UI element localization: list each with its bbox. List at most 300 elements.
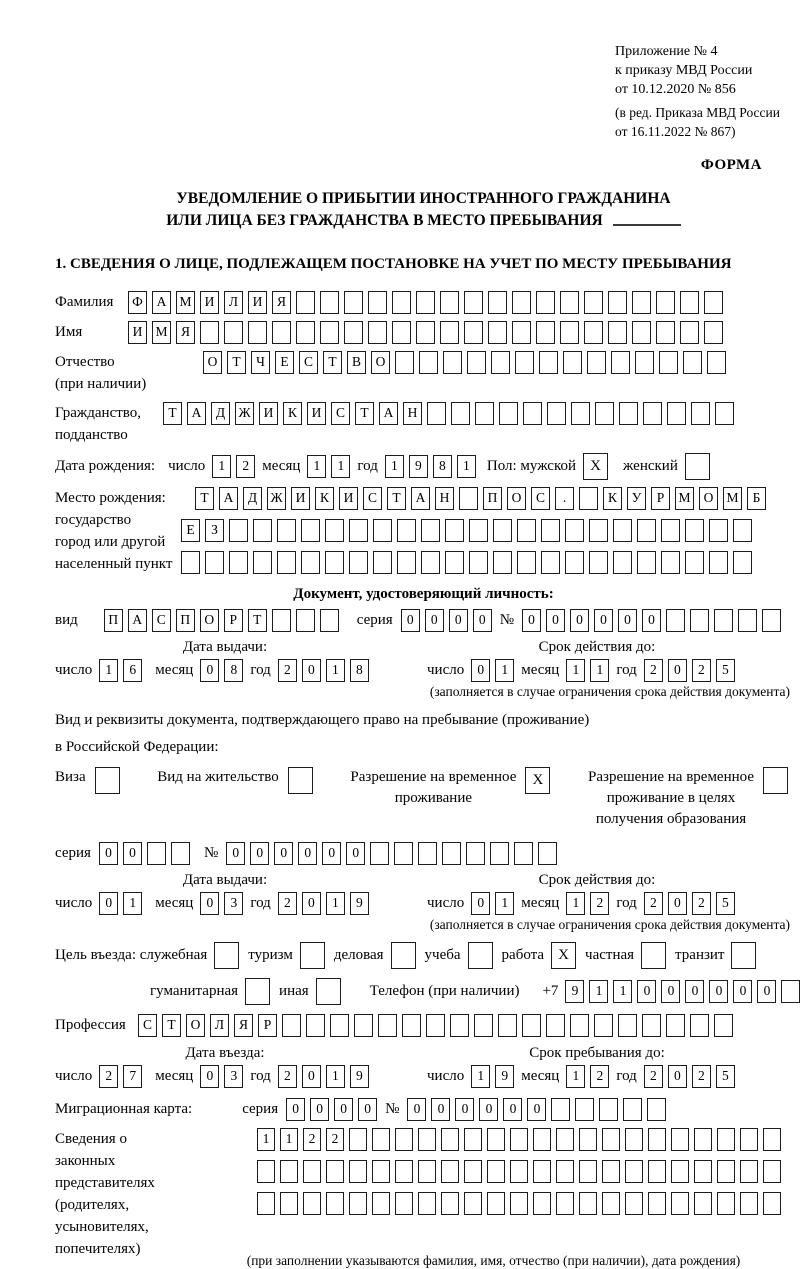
char-box[interactable]: Я (272, 291, 291, 314)
char-box[interactable] (704, 291, 723, 314)
char-box[interactable]: Т (195, 487, 214, 510)
char-box[interactable]: 2 (99, 1065, 118, 1088)
char-box[interactable]: П (104, 609, 123, 632)
char-box[interactable] (547, 402, 566, 425)
char-box[interactable] (491, 351, 510, 374)
char-box[interactable]: 1 (307, 455, 326, 478)
char-box[interactable] (584, 321, 603, 344)
char-box[interactable] (445, 551, 464, 574)
char-box[interactable]: Ф (128, 291, 147, 314)
char-box[interactable]: 2 (692, 1065, 711, 1088)
char-box[interactable]: 2 (236, 455, 255, 478)
char-box[interactable] (560, 321, 579, 344)
char-box[interactable]: 8 (433, 455, 452, 478)
char-box[interactable] (490, 842, 509, 865)
char-box[interactable]: И (307, 402, 326, 425)
char-box[interactable] (685, 551, 704, 574)
char-box[interactable] (181, 551, 200, 574)
char-box[interactable]: А (219, 487, 238, 510)
char-box[interactable] (563, 351, 582, 374)
char-box[interactable] (584, 291, 603, 314)
char-box[interactable] (661, 551, 680, 574)
char-box[interactable] (426, 1014, 445, 1037)
visa-checkbox[interactable] (95, 767, 120, 794)
char-box[interactable] (257, 1192, 275, 1215)
char-box[interactable]: 3 (224, 892, 243, 915)
char-box[interactable]: 1 (326, 659, 345, 682)
char-box[interactable] (611, 351, 630, 374)
char-box[interactable]: 1 (471, 1065, 490, 1088)
char-box[interactable]: 9 (565, 980, 584, 1003)
char-box[interactable]: И (200, 291, 219, 314)
char-box[interactable]: 0 (527, 1098, 546, 1121)
char-box[interactable]: 0 (661, 980, 680, 1003)
char-box[interactable]: О (200, 609, 219, 632)
char-box[interactable] (694, 1160, 712, 1183)
char-box[interactable] (498, 1014, 517, 1037)
char-box[interactable] (781, 980, 800, 1003)
char-box[interactable] (683, 351, 702, 374)
char-box[interactable] (469, 519, 488, 542)
char-box[interactable]: К (283, 402, 302, 425)
char-box[interactable] (602, 1128, 620, 1151)
char-box[interactable] (395, 351, 414, 374)
char-box[interactable] (707, 351, 726, 374)
char-box[interactable]: 8 (224, 659, 243, 682)
char-box[interactable] (370, 842, 389, 865)
char-box[interactable]: 2 (644, 892, 663, 915)
char-box[interactable]: 0 (455, 1098, 474, 1121)
char-box[interactable]: 0 (250, 842, 269, 865)
char-box[interactable]: Т (248, 609, 267, 632)
char-box[interactable] (464, 321, 483, 344)
char-box[interactable]: Л (210, 1014, 229, 1037)
char-box[interactable]: Т (163, 402, 182, 425)
char-box[interactable] (349, 519, 368, 542)
char-box[interactable] (442, 842, 461, 865)
char-box[interactable] (464, 1192, 482, 1215)
char-box[interactable] (475, 402, 494, 425)
purpose-official-checkbox[interactable] (214, 942, 239, 969)
char-box[interactable] (512, 291, 531, 314)
char-box[interactable]: 2 (590, 892, 609, 915)
char-box[interactable] (709, 519, 728, 542)
char-box[interactable]: Н (403, 402, 422, 425)
char-box[interactable]: 0 (522, 609, 541, 632)
char-box[interactable] (326, 1192, 344, 1215)
char-box[interactable] (440, 321, 459, 344)
char-box[interactable] (349, 1192, 367, 1215)
char-box[interactable]: 2 (278, 892, 297, 915)
char-box[interactable] (280, 1192, 298, 1215)
char-box[interactable]: М (152, 321, 171, 344)
char-box[interactable]: Д (243, 487, 262, 510)
char-box[interactable]: 1 (326, 892, 345, 915)
char-box[interactable] (368, 321, 387, 344)
char-box[interactable] (469, 551, 488, 574)
purpose-humanitarian-checkbox[interactable] (245, 978, 270, 1005)
char-box[interactable]: 1 (457, 455, 476, 478)
char-box[interactable]: 0 (200, 659, 219, 682)
char-box[interactable] (488, 321, 507, 344)
char-box[interactable] (464, 1128, 482, 1151)
char-box[interactable]: 1 (590, 659, 609, 682)
char-box[interactable] (648, 1128, 666, 1151)
char-box[interactable]: П (483, 487, 502, 510)
char-box[interactable]: Ж (235, 402, 254, 425)
char-box[interactable] (637, 551, 656, 574)
char-box[interactable] (623, 1098, 642, 1121)
char-box[interactable] (147, 842, 166, 865)
char-box[interactable]: 1 (212, 455, 231, 478)
char-box[interactable] (445, 519, 464, 542)
char-box[interactable] (512, 321, 531, 344)
purpose-study-checkbox[interactable] (468, 942, 493, 969)
char-box[interactable]: Н (435, 487, 454, 510)
char-box[interactable]: А (379, 402, 398, 425)
char-box[interactable] (349, 551, 368, 574)
char-box[interactable] (533, 1128, 551, 1151)
char-box[interactable]: 0 (401, 609, 420, 632)
char-box[interactable] (656, 321, 675, 344)
char-box[interactable] (320, 291, 339, 314)
char-box[interactable]: В (347, 351, 366, 374)
purpose-transit-checkbox[interactable] (731, 942, 756, 969)
char-box[interactable]: 2 (303, 1128, 321, 1151)
char-box[interactable]: 0 (358, 1098, 377, 1121)
char-box[interactable]: 0 (668, 1065, 687, 1088)
char-box[interactable] (625, 1192, 643, 1215)
char-box[interactable]: С (138, 1014, 157, 1037)
char-box[interactable]: Т (323, 351, 342, 374)
char-box[interactable] (459, 487, 478, 510)
char-box[interactable] (418, 1160, 436, 1183)
char-box[interactable]: 0 (479, 1098, 498, 1121)
char-box[interactable] (733, 519, 752, 542)
char-box[interactable]: 1 (257, 1128, 275, 1151)
sex-female-checkbox[interactable] (685, 453, 710, 480)
char-box[interactable] (416, 321, 435, 344)
char-box[interactable] (565, 551, 584, 574)
char-box[interactable] (571, 402, 590, 425)
char-box[interactable] (680, 321, 699, 344)
char-box[interactable] (546, 1014, 565, 1037)
char-box[interactable]: 1 (385, 455, 404, 478)
char-box[interactable]: 7 (123, 1065, 142, 1088)
char-box[interactable] (763, 1128, 781, 1151)
char-box[interactable] (671, 1192, 689, 1215)
char-box[interactable]: С (299, 351, 318, 374)
char-box[interactable] (762, 609, 781, 632)
char-box[interactable] (717, 1128, 735, 1151)
char-box[interactable]: О (699, 487, 718, 510)
char-box[interactable]: 0 (709, 980, 728, 1003)
char-box[interactable] (493, 519, 512, 542)
char-box[interactable]: 1 (123, 892, 142, 915)
char-box[interactable]: Р (651, 487, 670, 510)
char-box[interactable] (625, 1160, 643, 1183)
char-box[interactable] (541, 551, 560, 574)
char-box[interactable] (427, 402, 446, 425)
char-box[interactable]: 0 (123, 842, 142, 865)
char-box[interactable]: 2 (644, 659, 663, 682)
char-box[interactable] (556, 1192, 574, 1215)
char-box[interactable]: 1 (331, 455, 350, 478)
char-box[interactable]: А (411, 487, 430, 510)
char-box[interactable]: 1 (495, 892, 514, 915)
char-box[interactable] (656, 291, 675, 314)
char-box[interactable]: 5 (716, 659, 735, 682)
char-box[interactable] (599, 1098, 618, 1121)
char-box[interactable] (395, 1128, 413, 1151)
char-box[interactable] (714, 609, 733, 632)
char-box[interactable] (551, 1098, 570, 1121)
char-box[interactable]: 0 (407, 1098, 426, 1121)
temp-residence-checkbox[interactable]: X (525, 767, 550, 794)
char-box[interactable] (691, 402, 710, 425)
char-box[interactable]: 8 (350, 659, 369, 682)
char-box[interactable] (344, 321, 363, 344)
char-box[interactable]: 3 (224, 1065, 243, 1088)
char-box[interactable]: А (152, 291, 171, 314)
char-box[interactable] (488, 291, 507, 314)
char-box[interactable]: 1 (566, 1065, 585, 1088)
char-box[interactable]: С (331, 402, 350, 425)
char-box[interactable] (372, 1160, 390, 1183)
char-box[interactable] (510, 1192, 528, 1215)
char-box[interactable]: Т (162, 1014, 181, 1037)
char-box[interactable] (372, 1128, 390, 1151)
char-box[interactable]: Л (224, 291, 243, 314)
char-box[interactable] (648, 1192, 666, 1215)
char-box[interactable] (296, 321, 315, 344)
char-box[interactable] (740, 1128, 758, 1151)
char-box[interactable]: Р (258, 1014, 277, 1037)
char-box[interactable] (372, 1192, 390, 1215)
purpose-tourism-checkbox[interactable] (300, 942, 325, 969)
char-box[interactable]: 9 (350, 892, 369, 915)
char-box[interactable]: 0 (226, 842, 245, 865)
char-box[interactable] (395, 1192, 413, 1215)
char-box[interactable] (517, 551, 536, 574)
char-box[interactable] (392, 321, 411, 344)
char-box[interactable]: 0 (99, 892, 118, 915)
char-box[interactable] (330, 1014, 349, 1037)
char-box[interactable] (717, 1192, 735, 1215)
char-box[interactable] (613, 551, 632, 574)
char-box[interactable] (344, 291, 363, 314)
char-box[interactable]: И (259, 402, 278, 425)
char-box[interactable] (613, 519, 632, 542)
char-box[interactable]: О (371, 351, 390, 374)
char-box[interactable] (325, 519, 344, 542)
char-box[interactable] (464, 1160, 482, 1183)
char-box[interactable] (441, 1192, 459, 1215)
char-box[interactable]: 0 (302, 1065, 321, 1088)
char-box[interactable] (320, 609, 339, 632)
char-box[interactable] (648, 1160, 666, 1183)
char-box[interactable] (474, 1014, 493, 1037)
char-box[interactable]: Т (387, 487, 406, 510)
char-box[interactable] (579, 1160, 597, 1183)
char-box[interactable] (618, 1014, 637, 1037)
char-box[interactable] (575, 1098, 594, 1121)
char-box[interactable] (556, 1128, 574, 1151)
char-box[interactable]: 2 (326, 1128, 344, 1151)
char-box[interactable] (326, 1160, 344, 1183)
char-box[interactable] (637, 519, 656, 542)
char-box[interactable] (349, 1160, 367, 1183)
char-box[interactable] (690, 609, 709, 632)
char-box[interactable] (579, 1192, 597, 1215)
char-box[interactable] (282, 1014, 301, 1037)
char-box[interactable] (661, 519, 680, 542)
char-box[interactable] (602, 1192, 620, 1215)
char-box[interactable]: 2 (590, 1065, 609, 1088)
char-box[interactable] (589, 551, 608, 574)
char-box[interactable]: 0 (685, 980, 704, 1003)
char-box[interactable] (257, 1160, 275, 1183)
char-box[interactable] (421, 519, 440, 542)
char-box[interactable] (514, 842, 533, 865)
char-box[interactable]: 0 (298, 842, 317, 865)
char-box[interactable] (594, 1014, 613, 1037)
char-box[interactable]: 1 (326, 1065, 345, 1088)
char-box[interactable]: 0 (642, 609, 661, 632)
char-box[interactable] (392, 291, 411, 314)
char-box[interactable]: . (555, 487, 574, 510)
char-box[interactable] (733, 551, 752, 574)
char-box[interactable] (373, 519, 392, 542)
char-box[interactable]: 0 (334, 1098, 353, 1121)
char-box[interactable]: 0 (471, 892, 490, 915)
sex-male-checkbox[interactable]: X (583, 453, 608, 480)
char-box[interactable] (397, 551, 416, 574)
char-box[interactable]: 0 (637, 980, 656, 1003)
char-box[interactable] (499, 402, 518, 425)
char-box[interactable] (635, 351, 654, 374)
char-box[interactable] (416, 291, 435, 314)
char-box[interactable]: 2 (644, 1065, 663, 1088)
char-box[interactable] (451, 402, 470, 425)
char-box[interactable] (536, 291, 555, 314)
char-box[interactable] (715, 402, 734, 425)
char-box[interactable]: 0 (200, 1065, 219, 1088)
char-box[interactable] (666, 609, 685, 632)
char-box[interactable]: А (187, 402, 206, 425)
char-box[interactable] (570, 1014, 589, 1037)
char-box[interactable] (493, 551, 512, 574)
char-box[interactable] (717, 1160, 735, 1183)
char-box[interactable] (487, 1192, 505, 1215)
char-box[interactable]: Е (181, 519, 200, 542)
char-box[interactable]: И (291, 487, 310, 510)
char-box[interactable]: М (723, 487, 742, 510)
char-box[interactable] (740, 1160, 758, 1183)
char-box[interactable] (224, 321, 243, 344)
char-box[interactable] (647, 1098, 666, 1121)
char-box[interactable] (690, 1014, 709, 1037)
char-box[interactable] (560, 291, 579, 314)
char-box[interactable]: О (186, 1014, 205, 1037)
char-box[interactable] (320, 321, 339, 344)
char-box[interactable] (738, 609, 757, 632)
char-box[interactable] (464, 291, 483, 314)
char-box[interactable] (602, 1160, 620, 1183)
char-box[interactable] (487, 1128, 505, 1151)
char-box[interactable]: З (205, 519, 224, 542)
char-box[interactable] (643, 402, 662, 425)
char-box[interactable] (632, 291, 651, 314)
char-box[interactable]: 0 (302, 892, 321, 915)
char-box[interactable] (694, 1192, 712, 1215)
char-box[interactable] (666, 1014, 685, 1037)
char-box[interactable]: 0 (618, 609, 637, 632)
purpose-business-checkbox[interactable] (391, 942, 416, 969)
char-box[interactable] (440, 291, 459, 314)
char-box[interactable] (248, 321, 267, 344)
purpose-work-checkbox[interactable]: X (551, 942, 576, 969)
char-box[interactable]: 1 (613, 980, 632, 1003)
char-box[interactable] (487, 1160, 505, 1183)
char-box[interactable]: Б (747, 487, 766, 510)
char-box[interactable]: М (675, 487, 694, 510)
char-box[interactable]: 6 (123, 659, 142, 682)
char-box[interactable] (619, 402, 638, 425)
char-box[interactable] (205, 551, 224, 574)
char-box[interactable] (632, 321, 651, 344)
char-box[interactable] (704, 321, 723, 344)
char-box[interactable] (443, 351, 462, 374)
char-box[interactable] (763, 1160, 781, 1183)
char-box[interactable] (418, 1128, 436, 1151)
char-box[interactable]: 0 (200, 892, 219, 915)
char-box[interactable]: 0 (310, 1098, 329, 1121)
char-box[interactable] (253, 551, 272, 574)
char-box[interactable] (368, 291, 387, 314)
purpose-private-checkbox[interactable] (641, 942, 666, 969)
char-box[interactable] (354, 1014, 373, 1037)
char-box[interactable]: 1 (566, 892, 585, 915)
char-box[interactable]: 9 (409, 455, 428, 478)
char-box[interactable]: 0 (733, 980, 752, 1003)
char-box[interactable] (394, 842, 413, 865)
char-box[interactable] (418, 1192, 436, 1215)
char-box[interactable]: 0 (668, 659, 687, 682)
char-box[interactable]: Я (234, 1014, 253, 1037)
residence-permit-checkbox[interactable] (288, 767, 313, 794)
char-box[interactable] (272, 321, 291, 344)
char-box[interactable]: 9 (495, 1065, 514, 1088)
char-box[interactable]: Е (275, 351, 294, 374)
char-box[interactable]: 0 (431, 1098, 450, 1121)
char-box[interactable] (680, 291, 699, 314)
char-box[interactable] (671, 1128, 689, 1151)
char-box[interactable]: 1 (280, 1128, 298, 1151)
char-box[interactable] (625, 1128, 643, 1151)
char-box[interactable] (306, 1014, 325, 1037)
char-box[interactable] (296, 609, 315, 632)
char-box[interactable] (685, 519, 704, 542)
char-box[interactable]: 1 (589, 980, 608, 1003)
char-box[interactable] (533, 1160, 551, 1183)
char-box[interactable]: У (627, 487, 646, 510)
char-box[interactable] (515, 351, 534, 374)
char-box[interactable]: 0 (322, 842, 341, 865)
char-box[interactable] (253, 519, 272, 542)
char-box[interactable] (517, 519, 536, 542)
char-box[interactable]: 9 (350, 1065, 369, 1088)
